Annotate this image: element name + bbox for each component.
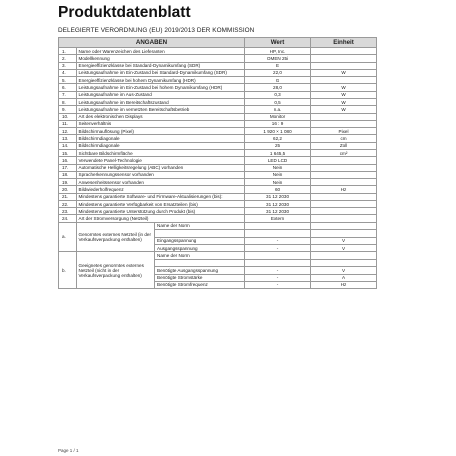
row-number: 3. [59,62,77,69]
row-unit: W [311,84,377,91]
row-number: 10. [59,113,77,120]
psu-number: a. [59,222,77,252]
row-number: 18. [59,171,77,178]
table-row [59,135,377,142]
row-label: Bildwiederholfrequenz [77,186,245,193]
row-value: OMEN 25i [245,55,311,62]
row-value: 22,0 [245,69,311,76]
psu-item-unit: A [311,274,377,281]
row-value: 28,0 [245,84,311,91]
table-row [59,128,377,135]
table-row [59,200,377,207]
blank-cell [245,230,311,238]
table-row [59,55,377,62]
table-header-row [59,38,377,48]
table-row [59,193,377,200]
psu-label: Geeignetes genormtes externes Netzteil (nicht in der Verkaufsverpackung enthalten) [77,252,155,289]
psu-item-unit: V [311,245,377,252]
row-label: Energieeffizienzklasse bei Standard-Dynamikumfang (SDR) [77,62,245,69]
psu-name-value [245,252,311,259]
row-unit [311,157,377,164]
table-row [59,186,377,193]
row-label: Name oder Warenzeichen des Lieferanten [77,48,245,55]
row-unit [311,171,377,178]
row-number: 7. [59,91,77,98]
psu-item-label: Benötigte Stromfrequenz [155,281,245,288]
row-label: Seitenverhältnis [77,120,245,127]
row-label: Bildschirmdiagonale [77,142,245,149]
row-label: Leistungsaufnahme im Ein-Zustand bei hohem Dynamikumfang (HDR) [77,84,245,91]
psu-item-value: - [245,245,311,252]
row-label: Bildschirmauflösung (Pixel) [77,128,245,135]
table-row [59,171,377,178]
row-unit [311,215,377,222]
row-label: Leistungsaufnahme im vernetzten Bereitschaftsbetrieb [77,106,245,113]
psu-number: b. [59,252,77,289]
row-number: 19. [59,179,77,186]
row-value: Extern [245,215,311,222]
psu-item-value: - [245,237,311,244]
row-unit [311,48,377,55]
table-row [59,157,377,164]
row-value: 60 [245,186,311,193]
row-unit [311,200,377,207]
row-unit [311,208,377,215]
table-row [59,164,377,171]
row-number: 9. [59,106,77,113]
table-row [59,69,377,76]
row-label: Art des elektronischen Displays [77,113,245,120]
row-label: Leistungsaufnahme im Aus-Zustand [77,91,245,98]
row-number: 8. [59,98,77,105]
table-row [59,98,377,105]
row-unit [311,62,377,69]
row-unit [311,113,377,120]
row-value: 31 12 2030 [245,193,311,200]
blank-cell [155,259,245,267]
psu-name-unit [311,252,377,259]
row-label: Leistungsaufnahme im Bereitschaftszustand [77,98,245,105]
table-row [59,149,377,156]
row-number: 4. [59,69,77,76]
row-value: 1 645,5 [245,149,311,156]
row-label: Mindestens garantierte Unterstützung durch Produkt (bis) [77,208,245,215]
row-value: Monitor [245,113,311,120]
row-label: Sichtbare Bildschirmfläche [77,149,245,156]
row-unit: Zoll [311,142,377,149]
row-number: 24. [59,215,77,222]
header-einheit: Einheit [311,38,377,48]
psu-name-label: Name der Norm [155,252,245,259]
psu-name-value [245,222,311,229]
row-label: Mindestens garantierte Software- und Firmware-Aktualisierungen (bis): [77,193,245,200]
row-number: 12. [59,128,77,135]
row-value: 0,3 [245,91,311,98]
psu-name-unit [311,222,377,229]
row-label: Leistungsaufnahme im Ein-Zustand bei Standard-Dynamikumfang (SDR) [77,69,245,76]
row-number: 13. [59,135,77,142]
row-unit [311,120,377,127]
table-row [59,113,377,120]
row-unit: Hz [311,186,377,193]
row-unit [311,164,377,171]
psu-item-value: - [245,274,311,281]
row-unit: Pixel [311,128,377,135]
psu-item-label: Benötigte Stromstärke [155,274,245,281]
row-label: Verwendete Panel-Technologie [77,157,245,164]
row-number: 21. [59,193,77,200]
row-number: 6. [59,84,77,91]
row-unit: cm [311,135,377,142]
row-unit [311,55,377,62]
row-number: 23. [59,208,77,215]
row-unit: W [311,69,377,76]
row-label: Energieeffizienzklasse bei hohem Dynamikumfang (HDR) [77,77,245,84]
table-row [59,120,377,127]
row-label: Modellkennung [77,55,245,62]
row-label: Art der Stromversorgung (Netzteil) [77,215,245,222]
row-value: 16 : 9 [245,120,311,127]
table-row [59,106,377,113]
row-value: 0,5 [245,98,311,105]
row-number: 16. [59,157,77,164]
row-unit: W [311,98,377,105]
row-unit [311,193,377,200]
row-unit: W [311,106,377,113]
header-wert: Wert [245,38,311,48]
psu-item-value: - [245,281,311,288]
row-number: 20. [59,186,77,193]
psu-item-value: - [245,267,311,274]
row-value: n.a. [245,106,311,113]
row-number: 5. [59,77,77,84]
table-row [59,84,377,91]
row-unit: W [311,91,377,98]
row-value: LED LCD [245,157,311,164]
table-row [59,222,377,229]
row-number: 14. [59,142,77,149]
page-title: Produktdatenblatt [58,4,191,21]
table-row [59,208,377,215]
psu-item-unit: Hz [311,281,377,288]
blank-cell [311,230,377,238]
row-unit [311,77,377,84]
psu-label: Genormtes externes Netzteil (in der Verkaufsverpackung enthalten) [77,222,155,252]
blank-cell [155,230,245,238]
row-number: 17. [59,164,77,171]
row-value: Nein [245,171,311,178]
row-value: HP, Inc. [245,48,311,55]
row-value: 1 920 × 1 080 [245,128,311,135]
row-value: 62,2 [245,135,311,142]
psu-item-label: Benötigte Ausgangsspannung [155,267,245,274]
table-row [59,77,377,84]
table-row [59,215,377,222]
row-value: Nein [245,164,311,171]
row-value: Nein [245,179,311,186]
psu-item-unit: V [311,237,377,244]
psu-item-unit: V [311,267,377,274]
row-label: Spracherkennungssensor vorhanden [77,171,245,178]
psu-item-label: Eingangsspannung [155,237,245,244]
table-row [59,91,377,98]
row-number: 15. [59,149,77,156]
table-row [59,48,377,55]
blank-cell [245,259,311,267]
table-row [59,142,377,149]
page-footer: Page 1 / 1 [58,448,79,453]
row-number: 1. [59,48,77,55]
blank-cell [311,259,377,267]
regulation-subtitle: DELEGIERTE VERORDNUNG (EU) 2019/2013 DER KOMMISSION [58,27,255,34]
table-row [59,62,377,69]
row-number: 11. [59,120,77,127]
row-label: Mindestens garantierte Verfügbarkeit von Ersatzteilen (bis) [77,200,245,207]
row-label: Automatische Helligkeitsregelung (ABC) vorhanden [77,164,245,171]
header-angaben: ANGABEN [59,38,245,48]
table-row [59,252,377,259]
row-value: 31 12 2030 [245,208,311,215]
row-unit [311,179,377,186]
psu-item-label: Ausgangsspannung [155,245,245,252]
row-unit: cm² [311,149,377,156]
row-label: Anwesenheitssensor vorhanden [77,179,245,186]
row-value: G [245,77,311,84]
product-data-table [58,37,377,289]
row-value: 25 [245,142,311,149]
table-row [59,179,377,186]
psu-name-label: Name der Norm [155,222,245,229]
row-value: E [245,62,311,69]
row-number: 22. [59,200,77,207]
row-label: Bildschirmdiagonale [77,135,245,142]
row-number: 2. [59,55,77,62]
row-value: 31 12 2030 [245,200,311,207]
